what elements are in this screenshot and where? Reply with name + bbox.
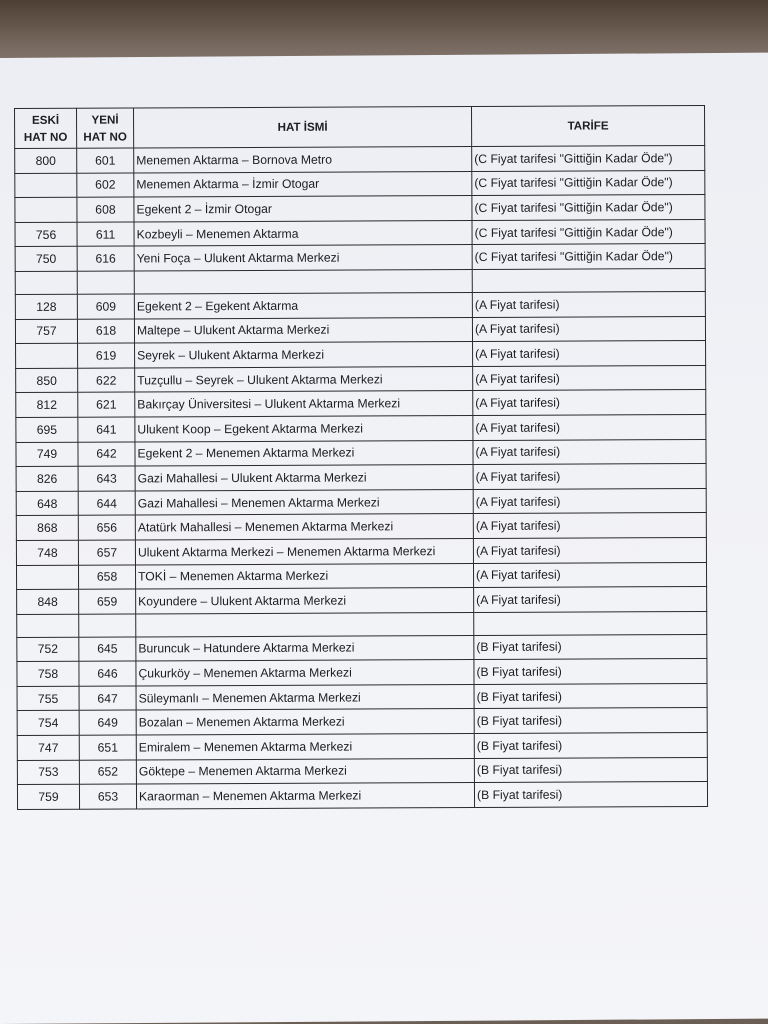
new-line-no-cell: 645 <box>79 637 136 662</box>
new-line-no-cell: 643 <box>78 466 135 491</box>
line-name-cell: Menemen Aktarma – Bornova Metro <box>134 147 472 173</box>
tariff-cell <box>474 611 707 635</box>
line-name-cell: Seyrek – Ulukent Aktarma Merkezi <box>135 342 473 368</box>
old-line-no-cell <box>15 197 77 222</box>
line-name-cell: Karaorman – Menemen Aktarma Merkezi <box>136 783 474 809</box>
new-line-no-cell: 646 <box>79 661 136 686</box>
old-line-no-cell <box>15 173 77 198</box>
new-line-no-cell <box>77 271 134 294</box>
tariff-cell: (B Fiyat tarifesi) <box>474 782 707 808</box>
old-line-no-cell: 754 <box>17 711 79 736</box>
old-line-no-cell: 748 <box>16 540 78 565</box>
old-line-no-cell: 812 <box>16 393 78 418</box>
line-name-cell <box>136 612 474 636</box>
new-line-no-cell: 642 <box>78 442 135 467</box>
line-name-cell: Tuzçullu – Seyrek – Ulukent Aktarma Merkezi <box>135 366 473 392</box>
table-row <box>17 708 707 736</box>
tariff-cell: (A Fiyat tarifesi) <box>472 316 705 342</box>
tariff-cell: (B Fiyat tarifesi) <box>474 683 707 709</box>
table-row <box>15 170 705 198</box>
document-page <box>14 105 707 810</box>
old-line-no-cell: 758 <box>17 662 79 687</box>
table-row <box>15 244 705 272</box>
tariff-cell: (A Fiyat tarifesi) <box>473 365 706 391</box>
old-line-no-cell <box>17 614 79 637</box>
tariff-cell: (A Fiyat tarifesi) <box>473 439 706 465</box>
table-row <box>17 733 707 761</box>
new-line-no-cell: 611 <box>77 222 134 247</box>
old-line-no-cell: 868 <box>16 516 78 541</box>
line-name-cell: Yeni Foça – Ulukent Aktarma Merkezi <box>134 245 472 271</box>
new-line-no-cell: 621 <box>78 392 135 417</box>
new-line-no-cell <box>79 614 136 637</box>
old-line-no-cell: 747 <box>17 735 79 760</box>
tariff-cell <box>472 268 705 292</box>
new-line-no-cell: 657 <box>78 540 135 565</box>
old-line-no-cell: 648 <box>16 491 78 516</box>
tariff-cell: (A Fiyat tarifesi) <box>473 513 706 539</box>
old-line-no-cell: 756 <box>15 222 77 247</box>
line-name-cell: Bakırçay Üniversitesi – Ulukent Aktarma Merkezi <box>135 391 473 417</box>
line-name-cell: Maltepe – Ulukent Aktarma Merkezi <box>134 317 472 343</box>
table-row <box>17 683 707 711</box>
new-line-no-cell: 618 <box>77 319 134 344</box>
tariff-cell: (A Fiyat tarifesi) <box>473 488 706 514</box>
table-row <box>17 659 707 687</box>
line-name-cell: Atatürk Mahallesi – Menemen Aktarma Merkezi <box>135 514 473 540</box>
table-row <box>16 513 706 541</box>
new-line-no-cell: 609 <box>77 294 134 319</box>
old-line-no-cell: 757 <box>15 319 77 344</box>
new-line-no-cell: 608 <box>77 197 134 222</box>
line-name-cell: Egekent 2 – Egekent Aktarma <box>134 292 472 318</box>
table-row <box>15 291 705 319</box>
new-line-no-cell: 649 <box>79 710 136 735</box>
table-row <box>17 757 707 785</box>
line-name-cell: Menemen Aktarma – İzmir Otogar <box>134 171 472 197</box>
tariff-cell: (A Fiyat tarifesi) <box>473 464 706 490</box>
table-row <box>16 390 706 418</box>
tariff-cell: (C Fiyat tarifesi "Gittiğin Kadar Öde") <box>472 170 705 196</box>
new-line-no-cell: 652 <box>79 760 136 785</box>
line-name-cell: Çukurköy – Menemen Aktarma Merkezi <box>136 660 474 686</box>
tariff-cell: (B Fiyat tarifesi) <box>474 733 707 759</box>
table-row <box>16 464 706 492</box>
table-row <box>16 562 706 590</box>
old-line-no-cell: 753 <box>17 760 79 785</box>
new-line-no-cell: 622 <box>78 368 135 393</box>
line-name-cell: Egekent 2 – Menemen Aktarma Merkezi <box>135 440 473 466</box>
table-row <box>15 219 705 247</box>
old-line-no-cell: 826 <box>16 466 78 491</box>
bus-line-table <box>14 105 708 810</box>
tariff-cell: (B Fiyat tarifesi) <box>474 757 707 783</box>
new-line-no-cell: 647 <box>79 686 136 711</box>
new-line-no-cell: 653 <box>79 784 136 809</box>
old-line-no-cell: 695 <box>16 417 78 442</box>
header-new-line-no: YENİ HAT NO <box>77 108 134 148</box>
header-tariff: TARİFE <box>471 105 704 146</box>
tariff-cell: (A Fiyat tarifesi) <box>473 390 706 416</box>
header-old-line-no: ESKİ HAT NO <box>15 108 77 148</box>
new-line-no-cell: 658 <box>78 564 135 589</box>
line-name-cell: Koyundere – Ulukent Aktarma Merkezi <box>136 588 474 614</box>
old-line-no-cell <box>16 343 78 368</box>
old-line-no-cell: 759 <box>17 784 79 809</box>
new-line-no-cell: 659 <box>79 589 136 614</box>
tariff-cell: (A Fiyat tarifesi) <box>473 341 706 367</box>
new-line-no-cell: 619 <box>78 343 135 368</box>
line-name-cell: Emiralem – Menemen Aktarma Merkezi <box>136 734 474 760</box>
line-name-cell <box>134 269 472 293</box>
old-line-no-cell: 755 <box>17 686 79 711</box>
table-row <box>16 414 706 442</box>
new-line-no-cell: 602 <box>77 173 134 198</box>
old-line-no-cell: 800 <box>15 148 77 173</box>
line-name-cell: Gazi Mahallesi – Menemen Aktarma Merkezi <box>135 489 473 515</box>
line-name-cell: Egekent 2 – İzmir Otogar <box>134 196 472 222</box>
old-line-no-cell <box>16 565 78 590</box>
table-row <box>16 488 706 516</box>
line-name-cell: Ulukent Koop – Egekent Aktarma Merkezi <box>135 415 473 441</box>
new-line-no-cell: 616 <box>77 246 134 271</box>
table-row <box>17 587 707 615</box>
tariff-cell: (A Fiyat tarifesi) <box>473 537 706 563</box>
old-line-no-cell: 749 <box>16 442 78 467</box>
table-body <box>15 145 708 809</box>
line-name-cell: Buruncuk – Hatundere Aktarma Merkezi <box>136 635 474 661</box>
tariff-cell: (A Fiyat tarifesi) <box>473 414 706 440</box>
old-line-no-cell: 850 <box>16 368 78 393</box>
table-row <box>17 634 707 662</box>
new-line-no-cell: 641 <box>78 417 135 442</box>
tariff-cell: (A Fiyat tarifesi) <box>472 291 705 317</box>
tariff-cell: (C Fiyat tarifesi "Gittiğin Kadar Öde") <box>472 219 705 245</box>
table-row <box>16 341 706 369</box>
tariff-cell: (C Fiyat tarifesi "Gittiğin Kadar Öde") <box>472 145 705 171</box>
line-name-cell: TOKİ – Menemen Aktarma Merkezi <box>135 563 473 589</box>
new-line-no-cell: 651 <box>79 735 136 760</box>
tariff-cell: (B Fiyat tarifesi) <box>474 708 707 734</box>
table-row <box>16 365 706 393</box>
tariff-cell: (B Fiyat tarifesi) <box>474 659 707 685</box>
old-line-no-cell: 128 <box>15 294 77 319</box>
line-name-cell: Ulukent Aktarma Merkezi – Menemen Aktarma Merkezi <box>135 538 473 564</box>
table-header-row <box>15 105 705 148</box>
new-line-no-cell: 601 <box>77 148 134 173</box>
tariff-cell: (C Fiyat tarifesi "Gittiğin Kadar Öde") <box>472 244 705 270</box>
table-row <box>15 268 705 294</box>
line-name-cell: Göktepe – Menemen Aktarma Merkezi <box>136 758 474 784</box>
line-name-cell: Bozalan – Menemen Aktarma Merkezi <box>136 709 474 735</box>
new-line-no-cell: 644 <box>78 491 135 516</box>
line-name-cell: Gazi Mahallesi – Ulukent Aktarma Merkezi <box>135 465 473 491</box>
table-row <box>15 145 705 173</box>
tariff-cell: (A Fiyat tarifesi) <box>473 562 706 588</box>
tariff-cell: (B Fiyat tarifesi) <box>474 634 707 660</box>
tariff-cell: (C Fiyat tarifesi "Gittiğin Kadar Öde") <box>472 195 705 221</box>
table-row <box>17 782 707 810</box>
table-row <box>16 537 706 565</box>
new-line-no-cell: 656 <box>78 515 135 540</box>
old-line-no-cell: 752 <box>17 637 79 662</box>
table-row <box>17 611 707 637</box>
table-row <box>16 439 706 467</box>
header-line-name: HAT İSMİ <box>134 107 472 148</box>
table-row <box>15 195 705 223</box>
line-name-cell: Kozbeyli – Menemen Aktarma <box>134 220 472 246</box>
line-name-cell: Süleymanlı – Menemen Aktarma Merkezi <box>136 684 474 710</box>
old-line-no-cell: 848 <box>17 589 79 614</box>
tariff-cell: (A Fiyat tarifesi) <box>474 587 707 613</box>
old-line-no-cell: 750 <box>15 247 77 272</box>
table-row <box>15 316 705 344</box>
old-line-no-cell <box>15 271 77 294</box>
